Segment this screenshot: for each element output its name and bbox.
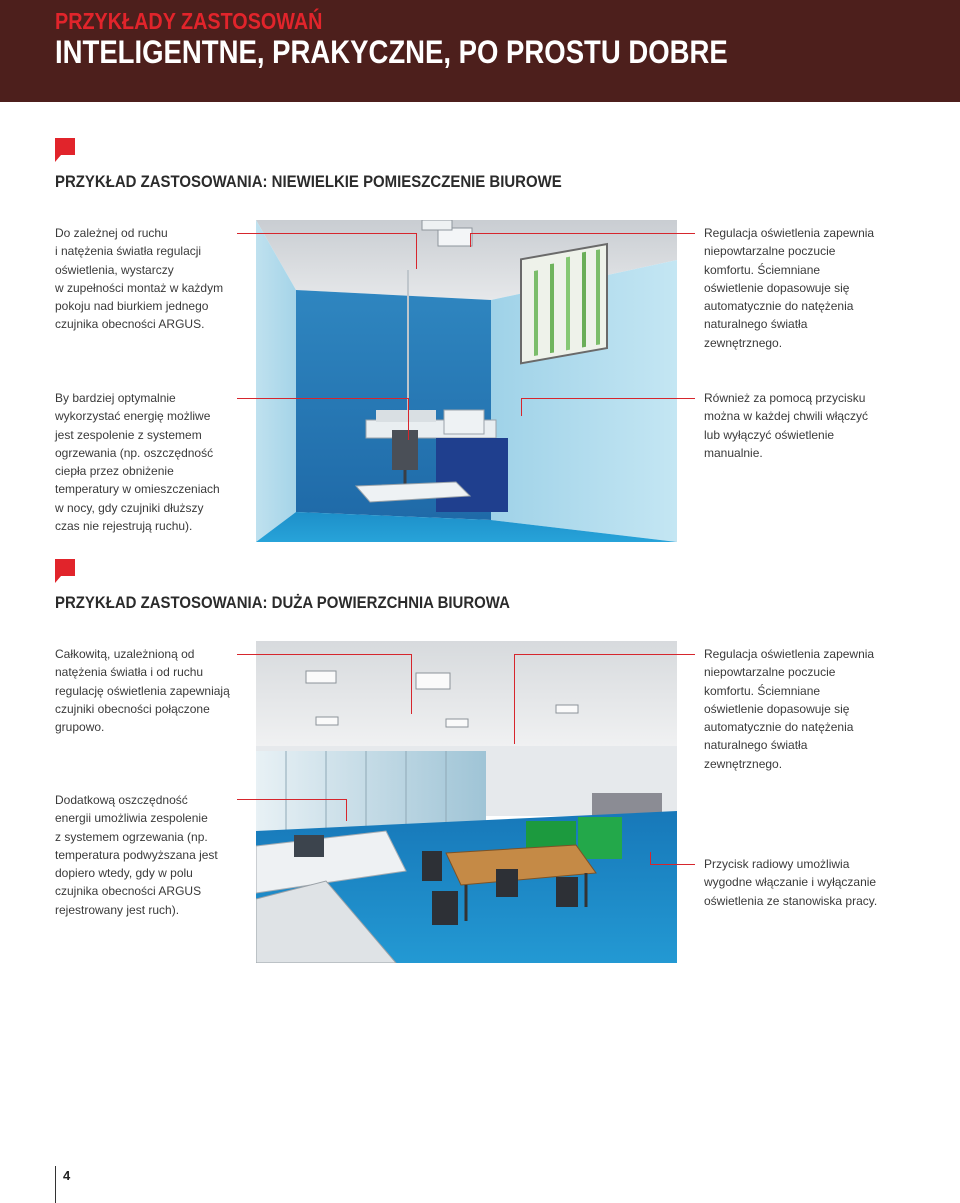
callout-line <box>237 398 409 399</box>
callout-line <box>237 654 412 655</box>
callout-line <box>416 233 417 269</box>
callout-line <box>237 799 347 800</box>
large-office-photo <box>256 641 677 963</box>
footer-rule <box>55 1166 56 1203</box>
callout-line <box>237 233 417 234</box>
text-group-presence-sensors: Całkowitą, uzależnioną od natężenia światła i od ruchu regulację oświetlenia zapewniają czujniki obecności połączone grupowo. <box>55 647 230 735</box>
text-dimming-comfort: Regulacja oświetlenia zapewnia niepowtarzalne poczucie komfortu. Ściemniane oświetlenie dopasowuje się automatycznie do natężenia naturalnego światła zewnętrznego. <box>704 226 875 350</box>
red-flag-icon <box>55 559 75 583</box>
callout-line <box>411 654 412 714</box>
callout-line <box>346 799 347 821</box>
callout-line <box>408 398 409 440</box>
page-number: 4 <box>63 1168 71 1183</box>
text-heating-savings: Dodatkową oszczędność energii umożliwia zespolenie z systemem ogrzewania (np. temperatura podwyższana jest dopiero wtedy, gdy w polu czujnika obecności ARGUS rejestrowany jest ruch). <box>55 793 218 917</box>
text-manual-switch: Również za pomocą przycisku można w każdej chwili włączyć lub wyłączyć oświetlenie manualnie. <box>704 391 869 460</box>
callout-line <box>514 654 695 655</box>
section-title-large-office: PRZYKŁAD ZASTOSOWANIA: DUŻA POWIERZCHNIA BIUROWA <box>55 593 510 612</box>
text-dimming-comfort-large: Regulacja oświetlenia zapewnia niepowtarzalne poczucie komfortu. Ściemniane oświetlenie dopasowuje się automatycznie do natężenia naturalnego światła zewnętrznego. <box>704 647 875 771</box>
small-office-photo <box>256 220 677 542</box>
text-radio-button: Przycisk radiowy umożliwia wygodne włączanie i wyłączanie oświetlenia ze stanowiska pracy. <box>704 857 878 908</box>
callout-line <box>514 654 515 744</box>
callout-line <box>521 398 522 416</box>
text-motion-light-regulation: Do zależnej od ruchu i natężenia światła regulacji oświetlenia, wystarczy w zupełności montaż w każdym pokoju nad biurkiem jednego czujnika obecności ARGUS. <box>55 226 224 332</box>
callout-line <box>650 864 695 865</box>
page-title: INTELIGENTNE, PRAKYCZNE, PO PROSTU DOBRE <box>55 34 728 70</box>
header-kicker: PRZYKŁADY ZASTOSOWAŃ <box>55 8 323 34</box>
callout-line <box>650 852 651 864</box>
red-flag-icon <box>55 138 75 162</box>
page-header <box>0 0 960 102</box>
callout-line <box>521 398 695 399</box>
callout-line <box>470 233 471 247</box>
callout-line <box>470 233 695 234</box>
text-heating-integration: By bardziej optymalnie wykorzystać energię możliwe jest zespolenie z systemem ogrzewania (np. oszczędność ciepła przez obniżenie temperatury w omieszczeniach w nocy, gdy czujniki dłuższy czas nie rejestrują ruchu). <box>55 391 220 534</box>
section-title-small-office: PRZYKŁAD ZASTOSOWANIA: NIEWIELKIE POMIESZCZENIE BIUROWE <box>55 172 562 191</box>
